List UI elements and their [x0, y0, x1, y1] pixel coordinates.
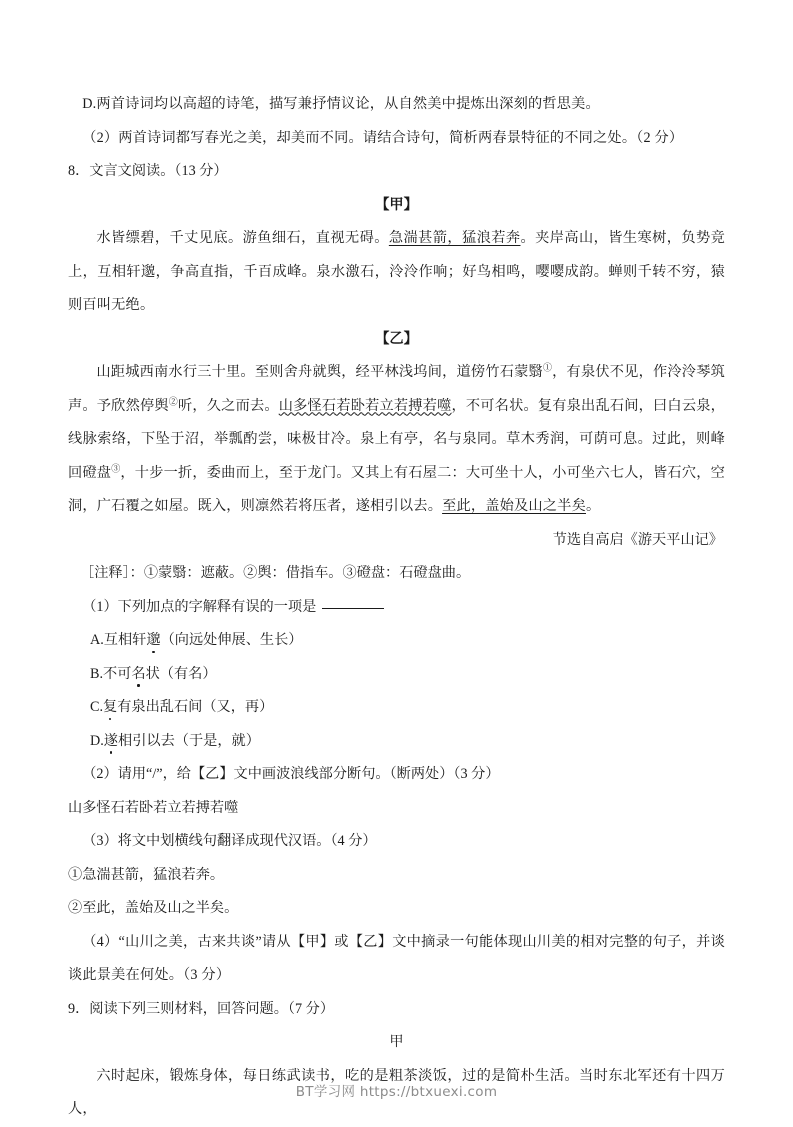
yi-text-5: ，十步一折，委曲而上，至于龙门。又其上有石屋二：大可坐十人，小可坐六七人，皆石穴，空洞，广石覆之如屋。既入，则凛然若将压者，遂相引以去。	[68, 464, 725, 514]
option-d-prefix: D.	[90, 732, 104, 749]
q8-sub3-item-2: ②至此，盖始及山之半矣。	[68, 900, 239, 916]
q8-sub3-item-1: ①急湍甚箭，猛浪若奔。	[68, 866, 225, 883]
answer-blank[interactable]	[322, 596, 384, 609]
option-a-emphasis-char: 邈	[146, 632, 161, 648]
q8-sub-question-4: （4）“山川之美，古来共谈”请从【甲】或【乙】文中摘录一句能体现山川美的相对完整的句子，并谈谈此景美在何处。（3 分）	[68, 933, 725, 983]
q7-option-d: D.两首诗词均以高超的诗笔，描写兼抒情议论，从自然美中提炼出深刻的哲思美。	[82, 96, 600, 112]
option-b-suffix: 状（有名）	[145, 665, 217, 682]
yi-text-1: 山距城西南水行三十里。至则舍舟就舆，经平林浅坞间，道傍竹石蒙翳	[96, 364, 543, 380]
yi-underlined-sentence: 至此，盖始及山之半矣	[442, 498, 586, 514]
option-c-emphasis-char: 复	[103, 699, 118, 715]
yi-text-3: 听，久之而去。	[177, 397, 279, 414]
footnote-marker-3: ③	[111, 462, 121, 473]
option-a-suffix: （向远处伸展、生长）	[160, 632, 303, 648]
footer-watermark: BT学习网 https://btxuexi.com	[295, 1084, 498, 1100]
jia-text-2: 。夹岸高山，皆生寒树，负势竞上，互相轩邈，争高直指，千百成峰。泉水激石，泠泠作响；好鸟相鸣，嘤嘤成韵。蝉则千转不穷，猿则百叫无绝。	[68, 230, 725, 313]
q8-passage-jia-label: 【甲】	[375, 196, 418, 213]
q7-sub-question-2: （2）两首诗词都写春光之美，却美而不同。请结合诗句，简析两春景特征的不同之处。（2 分）	[82, 129, 684, 146]
option-d-suffix: 相引以去（于是，就）	[118, 732, 260, 749]
jia-underlined-sentence: 急湍甚箭，猛浪若奔	[388, 230, 521, 246]
q8-sub2-sentence: 山多怪石若卧若立若搏若噬	[68, 799, 239, 816]
q8-sub1-text: （1）下列加点的字解释有误的一项是	[82, 598, 317, 615]
q8-sub-question-3: （3）将文中划横线句翻译成现代汉语。（4 分）	[82, 833, 377, 849]
q8-option-c[interactable]	[68, 691, 725, 725]
yi-text-6: 。	[585, 498, 601, 514]
q8-option-d[interactable]	[68, 725, 725, 759]
q8-attribution: 节选自高启《游天平山记》	[552, 531, 723, 548]
footnote-marker-1: ①	[542, 362, 553, 373]
option-a-prefix: A.互相轩	[90, 632, 147, 648]
q8-passage-yi-label: 【乙】	[375, 330, 418, 347]
option-b-emphasis-char: 名	[131, 665, 146, 682]
yi-wavy-underlined-sentence: 山多怪石若卧若立若搏若噬	[278, 397, 452, 414]
q8-sub-question-1	[68, 591, 725, 625]
option-c-suffix: 有泉出乱石间（又，再）	[117, 699, 274, 715]
q9-material-jia-body: 六时起床，锻炼身体，每日练武读书，吃的是粗茶淡饭，过的是简朴生活。当时东北军还有十四万人，	[68, 1067, 725, 1117]
option-c-prefix: C.	[90, 699, 104, 715]
q8-option-b[interactable]	[68, 658, 725, 692]
q8-passage-jia-body	[68, 222, 725, 323]
jia-text-1: 水皆缥碧，千丈见底。游鱼细石，直视无碍。	[96, 230, 389, 246]
footnote-marker-2: ②	[168, 395, 178, 406]
q8-footnotes: ［注释］：①蒙翳：遮蔽。②舆：借指车。③磴盘：石磴盘曲。	[80, 565, 471, 581]
q8-stem: 8．文言文阅读。（13 分）	[68, 163, 228, 179]
q8-option-a[interactable]	[68, 624, 725, 658]
q9-material-label-jia: 甲	[389, 1034, 404, 1050]
q8-sub-question-2: （2）请用“/”，给【乙】文中画波浪线部分断句。（断两处）（3 分）	[82, 766, 500, 782]
q8-passage-yi-body	[68, 356, 725, 524]
yi-text-4: ，不可名状。复有泉出乱石间，曰白云泉，线脉索络，下坠于沼，举瓢酌尝，味极甘冷。泉上有亭，名与泉同。草木秀润，可荫可息。过此，则峰回磴盘	[68, 397, 725, 481]
q9-stem: 9．阅读下列三则材料，回答问题。（7 分）	[68, 1000, 335, 1017]
yi-text-2: ，有泉伏不见，作泠泠琴筑声。予欣然停舆	[68, 364, 725, 414]
option-d-emphasis-char: 遂	[103, 732, 118, 749]
option-b-prefix: B.不可	[90, 665, 132, 682]
